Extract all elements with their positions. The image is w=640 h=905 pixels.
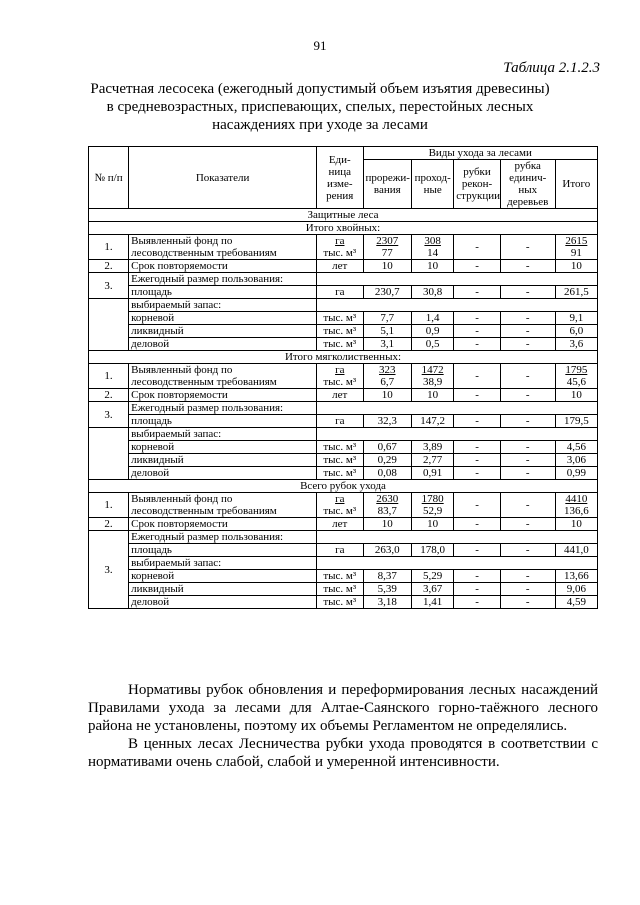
table-cell: 10 [412,389,454,402]
table-cell [363,364,412,389]
table-cell: 5,29 [412,570,454,583]
table-cell: Ежегодный размер пользования: [129,273,317,286]
table-cell: 2. [89,389,129,402]
table-cell: - [454,235,500,260]
table-cell [363,493,412,518]
table-cell: - [500,364,555,389]
table-cell: 2. [89,260,129,273]
table-cell: - [454,389,500,402]
table-cell: - [454,570,500,583]
table-cell: 3,6 [555,338,597,351]
table-cell: 6,0 [555,325,597,338]
table-body [89,209,598,609]
cell-value: тыс. м³ [323,247,357,259]
table-cell: лет [317,518,363,531]
table-cell: 1,41 [412,596,454,609]
table-cell: - [500,260,555,273]
table-cell: тыс. м³ [317,312,363,325]
table-cell: корневой [129,570,317,583]
cell-value: га [335,493,345,505]
table-row [89,583,598,596]
table-cell: - [454,454,500,467]
header-unit: Еди-ница изме-рения [317,147,363,209]
header-col: Итого [555,160,597,209]
table-cell: 261,5 [555,286,597,299]
paragraph: Нормативы рубок обновления и переформирования лесных насаждений Правилами ухода за лесами для Алтае-Саянского горно-таёжного лесного района не установлены, поэтому их объемы Регламентом не определялись. [88,682,598,734]
table-row [89,351,598,364]
table-cell: 9,06 [555,583,597,596]
table-cell: ликвидный [129,325,317,338]
table-row [89,389,598,402]
table-cell: деловой [129,338,317,351]
table-cell [317,402,598,415]
table-cell: 10 [412,260,454,273]
table-cell: 4,56 [555,441,597,454]
table-row [89,299,598,312]
header-col: проход-ные [412,160,454,209]
table-cell: лет [317,389,363,402]
header-col: прорежи-вания [363,160,412,209]
table-row [89,480,598,493]
cell-value: 2307 [376,235,399,247]
table-cell: - [454,364,500,389]
table-cell: Срок повторяемости [129,518,317,531]
table-cell: 32,3 [363,415,412,428]
table-cell: лет [317,260,363,273]
table-cell: корневой [129,312,317,325]
table-cell: 10 [363,518,412,531]
table-cell: 9,1 [555,312,597,325]
cell-value: тыс. м³ [323,376,357,388]
table-cell: 10 [412,518,454,531]
cell-value: 308 [424,235,441,247]
cell-value: 1472 [421,364,444,376]
table-row [89,273,598,286]
table-cell: - [454,260,500,273]
table-cell: - [454,518,500,531]
cell-value: тыс. м³ [323,505,357,517]
table-cell: Выявленный фонд по лесоводственным требованиям [129,235,317,260]
table-cell: 10 [363,389,412,402]
table-cell: 441,0 [555,544,597,557]
table-cell: - [454,441,500,454]
table-cell: Ежегодный размер пользования: [129,402,317,415]
table-row [89,441,598,454]
cell-value: 77 [381,247,393,259]
table-cell: деловой [129,596,317,609]
table-cell: Срок повторяемости [129,389,317,402]
table-cell: - [454,415,500,428]
cell-value: 83,7 [377,505,397,517]
table-cell: 3. [89,531,129,609]
table-cell: - [454,286,500,299]
table-cell: 179,5 [555,415,597,428]
table-cell: га [317,415,363,428]
table-title: Расчетная лесосека (ежегодный допустимый объем изъятия древесины) в средневозрастных, приспевающих, спелых, перестойных лесных насаждениях при уходе за лесами [90,81,550,133]
cell-value: га [335,235,345,247]
table-cell: Срок повторяемости [129,260,317,273]
cell-value: 2630 [376,493,399,505]
table-cell: площадь [129,286,317,299]
table-row [89,364,598,389]
table-row [89,222,598,235]
table-cell: - [454,338,500,351]
table-cell: 10 [555,260,597,273]
cell-value: 136,6 [563,505,589,517]
table-cell: - [500,415,555,428]
table-cell [317,235,363,260]
table-cell: - [500,389,555,402]
table-cell: выбираемый запас: [129,428,317,441]
table-cell: Выявленный фонд по лесоводственным требованиям [129,364,317,389]
table-row [89,338,598,351]
table-row [89,454,598,467]
table-cell: - [500,544,555,557]
table-cell: - [454,583,500,596]
table-cell: - [500,441,555,454]
table-cell: 178,0 [412,544,454,557]
table-cell: тыс. м³ [317,570,363,583]
cell-value: 2615 [565,235,588,247]
table-cell: выбираемый запас: [129,299,317,312]
table-cell [317,493,363,518]
table-cell: 30,8 [412,286,454,299]
table-cell: - [500,286,555,299]
table-cell: 2. [89,518,129,531]
table-cell [89,428,129,480]
table-cell: - [500,312,555,325]
table-row [89,493,598,518]
table-cell: 13,66 [555,570,597,583]
table-cell: - [454,596,500,609]
cell-value: 38,9 [423,376,443,388]
table-row [89,596,598,609]
table-cell: 1,4 [412,312,454,325]
table-cell: деловой [129,467,317,480]
header-num: № п/п [89,147,129,209]
table-cell: площадь [129,415,317,428]
table-cell: Итого хвойных: [89,222,598,235]
table-row [89,260,598,273]
header-col: рубки рекон-струкции [454,160,500,209]
table-cell: Выявленный фонд по лесоводственным требованиям [129,493,317,518]
table-cell: га [317,286,363,299]
header-indicators: Показатели [129,147,317,209]
cell-value: 6,7 [380,376,395,388]
header-group: Виды ухода за лесами [363,147,598,160]
cell-value: 45,6 [566,376,586,388]
table-cell: 0,5 [412,338,454,351]
allowable-cut-table [88,146,598,609]
table-row [89,235,598,260]
table-cell: га [317,544,363,557]
table-cell: 230,7 [363,286,412,299]
cell-value: 323 [379,364,396,376]
table-cell: 5,1 [363,325,412,338]
table-cell: 3,18 [363,596,412,609]
table-row [89,531,598,544]
table-cell: 10 [555,389,597,402]
table-cell: 1. [89,493,129,518]
table-cell: тыс. м³ [317,441,363,454]
table-cell: тыс. м³ [317,467,363,480]
header-col: рубка единич-ных деревьев [500,160,555,209]
table-cell [89,299,129,351]
section-title: Защитные леса [89,209,598,222]
table-cell: 3,1 [363,338,412,351]
cell-value: 1780 [421,493,444,505]
table-row [89,570,598,583]
table-cell: - [500,338,555,351]
table-cell [412,235,454,260]
table-cell: 10 [363,260,412,273]
table-cell: - [454,325,500,338]
table-cell: 0,91 [412,467,454,480]
table-cell: тыс. м³ [317,325,363,338]
table-cell [555,364,597,389]
table-cell: тыс. м³ [317,454,363,467]
table-cell: выбираемый запас: [129,557,317,570]
table-row [89,286,598,299]
cell-value: 52,9 [423,505,443,517]
cell-value: га [335,364,345,376]
table-cell: 10 [555,518,597,531]
table-cell: корневой [129,441,317,454]
table-cell: 1. [89,235,129,260]
table-cell: Всего рубок ухода [89,480,598,493]
table-cell: - [454,493,500,518]
table-cell [317,299,598,312]
table-cell [363,235,412,260]
table-row [89,312,598,325]
table-cell: - [500,596,555,609]
table-cell: 0,08 [363,467,412,480]
table-row [89,467,598,480]
table-cell [317,557,598,570]
table-row [89,402,598,415]
table-cell [317,428,598,441]
table-cell: 147,2 [412,415,454,428]
table-cell [317,531,598,544]
table-row [89,325,598,338]
cell-value: 91 [570,247,582,259]
table-cell [555,235,597,260]
table-cell: 1. [89,364,129,389]
table-cell: - [454,544,500,557]
table-cell: - [500,583,555,596]
table-cell [555,493,597,518]
table-cell: 3,89 [412,441,454,454]
table-cell: - [500,454,555,467]
table-cell: ликвидный [129,454,317,467]
table-cell: 3. [89,402,129,428]
table-cell: - [500,325,555,338]
table-cell: площадь [129,544,317,557]
table-cell: 5,39 [363,583,412,596]
table-row [89,428,598,441]
table-row [89,557,598,570]
cell-value: 14 [427,247,439,259]
table-label: Таблица 2.1.2.3 [503,60,600,76]
table-cell: 0,29 [363,454,412,467]
table-cell [317,364,363,389]
table-cell: тыс. м³ [317,596,363,609]
table-cell: ликвидный [129,583,317,596]
table-cell: 0,9 [412,325,454,338]
table-cell: 0,67 [363,441,412,454]
table-row [89,518,598,531]
table-cell [412,493,454,518]
table-cell [412,364,454,389]
table-cell: Итого мягколиственных: [89,351,598,364]
table-cell: - [454,467,500,480]
table-cell: 3,67 [412,583,454,596]
table-row [89,544,598,557]
table-cell: 2,77 [412,454,454,467]
table-row [89,415,598,428]
table-cell: - [500,493,555,518]
table-cell: - [454,312,500,325]
table-cell: 263,0 [363,544,412,557]
table-cell: 3. [89,273,129,299]
page-number: 91 [313,38,327,53]
table-cell: 8,37 [363,570,412,583]
paragraph: В ценных лесах Лесничества рубки ухода проводятся в соответствии с нормативами очень слабой, слабой и умеренной интенсивности. [88,736,598,770]
table-cell: - [500,518,555,531]
table-cell: - [500,467,555,480]
table-cell: 4,59 [555,596,597,609]
body-text [88,681,598,771]
table-cell: тыс. м³ [317,338,363,351]
table-cell: 3,06 [555,454,597,467]
table-cell: - [500,235,555,260]
table-cell: 7,7 [363,312,412,325]
cell-value: 1795 [565,364,588,376]
table-cell: - [500,570,555,583]
table-cell: тыс. м³ [317,583,363,596]
table-cell: 0,99 [555,467,597,480]
cell-value: 4410 [565,493,588,505]
table-cell [317,273,598,286]
table-cell: Ежегодный размер пользования: [129,531,317,544]
